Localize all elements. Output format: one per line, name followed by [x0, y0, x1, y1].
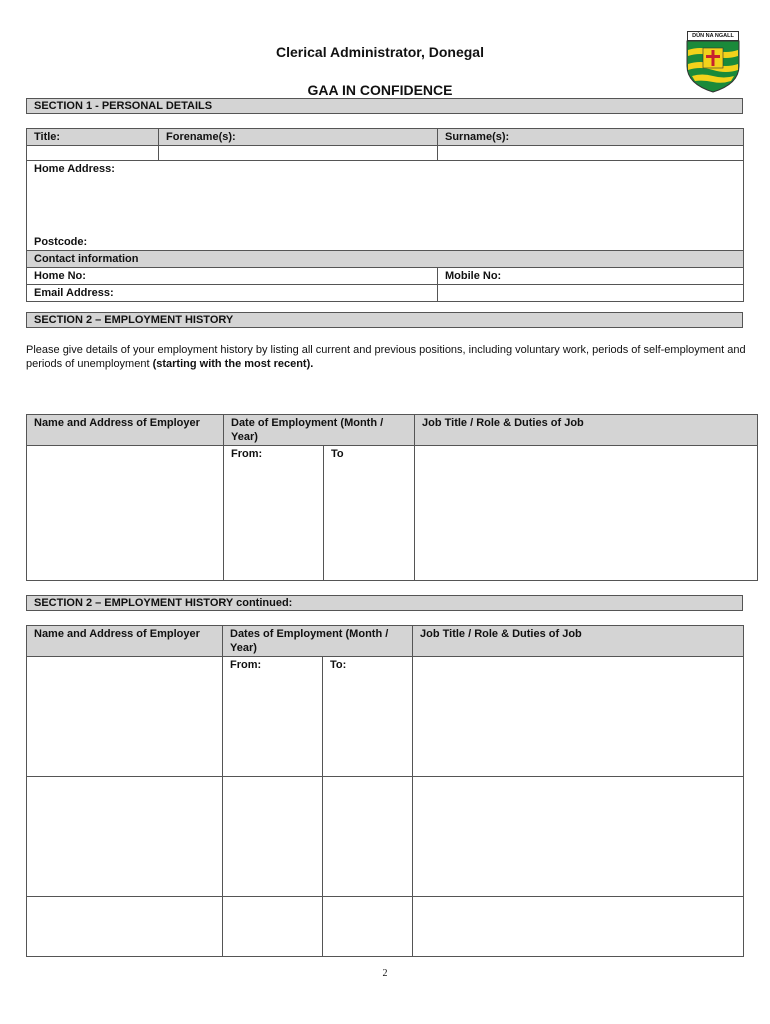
email-label: Email Address:	[34, 287, 114, 299]
section1-heading: SECTION 1 - PERSONAL DETAILS	[26, 98, 743, 114]
section2-continued-heading: SECTION 2 – EMPLOYMENT HISTORY continued:	[26, 595, 743, 611]
forename-label: Forename(s):	[159, 129, 438, 146]
surname-field[interactable]	[438, 146, 744, 161]
title-label: Title:	[27, 129, 159, 146]
from-field[interactable]	[223, 657, 323, 777]
document-title: Clerical Administrator, Donegal	[276, 44, 484, 60]
to-field[interactable]	[323, 657, 413, 777]
mobile-no-label: Mobile No:	[445, 270, 502, 282]
to-label: To:	[330, 659, 347, 671]
intro-line1: Please give details of your employment history by listing all current and previous positions, including voluntary work, periods of self-employment and	[26, 344, 746, 356]
employer-field[interactable]	[27, 657, 223, 777]
title-field[interactable]	[27, 146, 159, 161]
page-number: 2	[382, 968, 388, 979]
confidential-heading: GAA IN CONFIDENCE	[307, 82, 453, 98]
job-field[interactable]	[413, 657, 744, 777]
job-col-header: Job Title / Role & Duties of Job	[413, 626, 744, 657]
mobile-no-field[interactable]	[438, 268, 744, 285]
job-field[interactable]	[415, 446, 758, 581]
postcode-label: Postcode:	[34, 236, 88, 248]
employer-col-header: Name and Address of Employer	[27, 626, 223, 657]
contact-heading: Contact information	[27, 251, 744, 268]
home-address-label: Home Address:	[34, 163, 115, 175]
job-col-header: Job Title / Role & Duties of Job	[415, 415, 758, 446]
employer-field[interactable]	[27, 777, 223, 897]
section2-heading: SECTION 2 – EMPLOYMENT HISTORY	[26, 312, 743, 328]
to-label: To	[331, 448, 344, 460]
surname-label: Surname(s):	[438, 129, 744, 146]
crest-label: DÚN NA NGALL	[687, 31, 739, 41]
dates-col-header: Dates of Employment (Month / Year)	[223, 626, 413, 657]
intro-line2: periods of unemployment	[26, 358, 153, 370]
from-field[interactable]	[224, 446, 324, 581]
personal-details-table	[26, 128, 744, 302]
email-field[interactable]	[27, 285, 438, 302]
employment-table-1	[26, 414, 758, 581]
job-field[interactable]	[413, 897, 744, 957]
crest-logo	[684, 28, 742, 94]
from-label: From:	[230, 659, 262, 671]
dates-col-header: Date of Employment (Month / Year)	[224, 415, 415, 446]
email-extra-field[interactable]	[438, 285, 744, 302]
to-field[interactable]	[323, 897, 413, 957]
employer-col-header: Name and Address of Employer	[27, 415, 224, 446]
from-field[interactable]	[223, 897, 323, 957]
employment-table-2	[26, 625, 744, 957]
home-no-label: Home No:	[34, 270, 86, 282]
to-field[interactable]	[324, 446, 415, 581]
employment-intro	[26, 343, 746, 371]
to-field[interactable]	[323, 777, 413, 897]
home-address-field[interactable]	[27, 161, 744, 251]
from-label: From:	[231, 448, 263, 460]
forename-field[interactable]	[159, 146, 438, 161]
employer-field[interactable]	[27, 897, 223, 957]
employer-field[interactable]	[27, 446, 224, 581]
intro-bold: (starting with the most recent).	[152, 358, 314, 370]
job-field[interactable]	[413, 777, 744, 897]
from-field[interactable]	[223, 777, 323, 897]
home-no-field[interactable]	[27, 268, 438, 285]
